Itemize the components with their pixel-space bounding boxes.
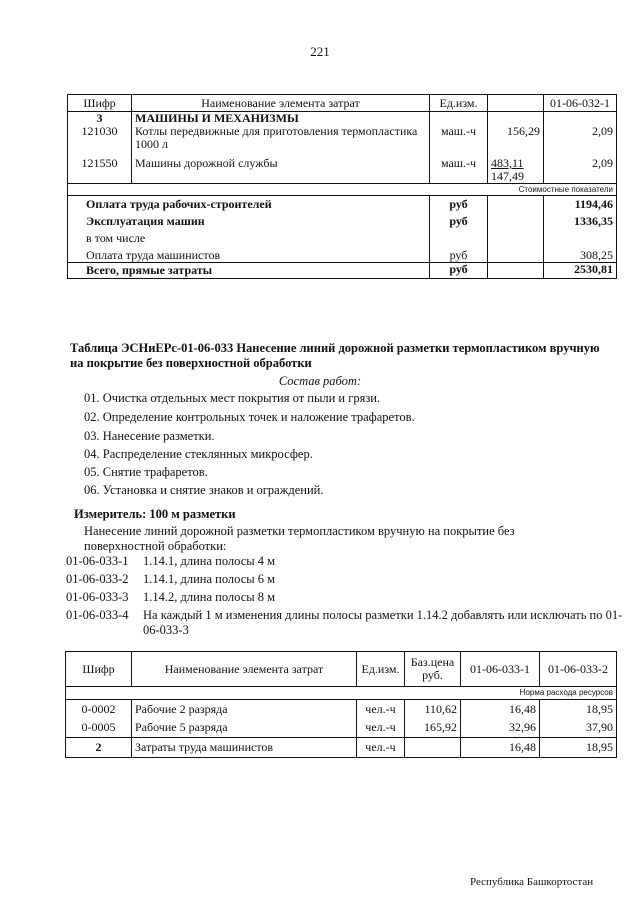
row-unit: маш.-ч [430, 125, 488, 151]
row-price: 156,29 [488, 125, 544, 151]
description: Нанесение линий дорожной разметки термопластиком вручную на покрытие без поверхностной обработки: [84, 524, 515, 553]
table2-header-name: Наименование элемента затрат [132, 652, 357, 687]
work-item: 02. Определение контрольных точек и наложение трафаретов. [84, 410, 415, 424]
code-label: 01-06-033-4 [66, 608, 129, 622]
row-price: 110,62 [405, 700, 461, 717]
resource-table-2 [65, 651, 617, 758]
work-item: 01. Очистка отдельных мест покрытия от пыли и грязи. [84, 391, 381, 405]
code-label: 01-06-033-1 [66, 554, 129, 568]
total-value: 308,25 [544, 245, 617, 263]
table2-header-row [66, 652, 617, 687]
work-item: 06. Установка и снятие знаков и ограждений. [84, 483, 324, 497]
table1-header-unit: Ед.изм. [430, 95, 488, 112]
code-label: 01-06-033-3 [66, 590, 129, 604]
table1-header-row [68, 95, 617, 112]
total-unit: руб [430, 196, 488, 212]
total-row [68, 263, 617, 279]
row-code: 2 [66, 738, 132, 758]
table2-header-norm-2: 01-06-033-2 [540, 652, 617, 687]
row-value-2: 18,95 [540, 738, 617, 758]
table-row [66, 738, 617, 758]
row-code: 0-0002 [81, 702, 116, 716]
total-name: Эксплуатация машин [86, 214, 205, 228]
row-price [405, 738, 461, 758]
total-value: 1336,35 [544, 211, 617, 228]
table1-header-empty [488, 95, 544, 112]
work-item: 04. Распределение стеклянных микросфер. [84, 447, 313, 461]
row-name: Рабочие 5 разряда [132, 716, 357, 738]
measure-unit: Измеритель: 100 м разметки [74, 507, 236, 521]
work-item: 03. Нанесение разметки. [84, 429, 215, 443]
row-value-1: 16,48 [461, 738, 540, 758]
table-row [66, 716, 617, 738]
row-value-2: 18,95 [540, 700, 617, 717]
row-unit: чел.-ч [357, 738, 405, 758]
table-row [68, 125, 617, 151]
code-text: 1.14.1, длина полосы 4 м [143, 554, 276, 568]
table-title: Таблица ЭСНиЕРс-01-06-033 Нанесение линий дорожной разметки термопластиком вручную на покрытие без поверхностной обработки [70, 341, 600, 370]
section-code: 3 [96, 111, 103, 125]
row-name: Котлы передвижные для приготовления термопластика 1000 л [132, 125, 430, 151]
table-row [66, 700, 617, 717]
code-text: На каждый 1 м изменения длины полосы разметки 1.14.2 добавлять или исключать по 01-06-033-3 [143, 608, 623, 637]
cost-indicators-label: Стоимостные показатели [488, 184, 617, 196]
total-unit: руб [430, 263, 488, 279]
code-text: 1.14.2, длина полосы 8 м [143, 590, 276, 604]
row-price: 165,92 [405, 716, 461, 738]
row-unit: чел.-ч [357, 716, 405, 738]
total-unit: руб [430, 245, 488, 263]
total-value: 2530,81 [544, 263, 617, 279]
total-name: в том числе [86, 231, 146, 245]
table2-header-price: Баз.цена руб. [405, 652, 461, 687]
row-value: 2,09 [544, 151, 617, 184]
row-price: 483,11 [491, 156, 524, 170]
norm-label-row [66, 687, 617, 700]
total-row [68, 196, 617, 212]
total-unit: руб [430, 211, 488, 228]
total-row [68, 245, 617, 263]
work-composition-label: Состав работ: [278, 374, 362, 388]
table1-header-name: Наименование элемента затрат [132, 95, 430, 112]
row-unit: чел.-ч [357, 700, 405, 717]
table-row [68, 151, 617, 184]
code-text: 1.14.1, длина полосы 6 м [143, 572, 276, 586]
row-price-cell [488, 151, 544, 184]
total-row [68, 211, 617, 228]
total-name: Всего, прямые затраты [68, 263, 430, 279]
row-code: 121550 [81, 156, 118, 170]
row-value: 2,09 [544, 125, 617, 151]
row-name: Рабочие 2 разряда [132, 700, 357, 717]
resource-table-1 [67, 94, 617, 279]
table2-header-code: Шифр [66, 652, 132, 687]
table1-header-norm: 01-06-032-1 [544, 95, 617, 112]
table2-header-unit: Ед.изм. [357, 652, 405, 687]
total-value: 1194,46 [544, 196, 617, 212]
row-value-2: 37,90 [540, 716, 617, 738]
total-name: Оплата труда машинистов [86, 248, 221, 262]
table2-header-norm-1: 01-06-033-1 [461, 652, 540, 687]
section-title: МАШИНЫ И МЕХАНИЗМЫ [132, 112, 430, 126]
total-name: Оплата труда рабочих-строителей [68, 196, 430, 212]
row-code: 0-0005 [81, 720, 116, 734]
page-number: 221 [310, 44, 330, 59]
table1-section-row [68, 112, 617, 126]
footer-region: Республика Башкортостан [470, 876, 594, 888]
row-name: Машины дорожной службы [132, 151, 430, 184]
norm-label: Норма расхода ресурсов [461, 687, 617, 700]
code-label: 01-06-033-2 [66, 572, 129, 586]
row-value-1: 16,48 [461, 700, 540, 717]
row-code: 121030 [81, 124, 118, 138]
cost-indicators-row [68, 184, 617, 196]
row-name: Затраты труда машинистов [132, 738, 357, 758]
table1-header-code: Шифр [68, 95, 132, 112]
row-unit: маш.-ч [430, 151, 488, 184]
row-price-secondary: 147,49 [491, 169, 524, 183]
work-item: 05. Снятие трафаретов. [84, 465, 208, 479]
total-row [68, 228, 617, 245]
row-value-1: 32,96 [461, 716, 540, 738]
